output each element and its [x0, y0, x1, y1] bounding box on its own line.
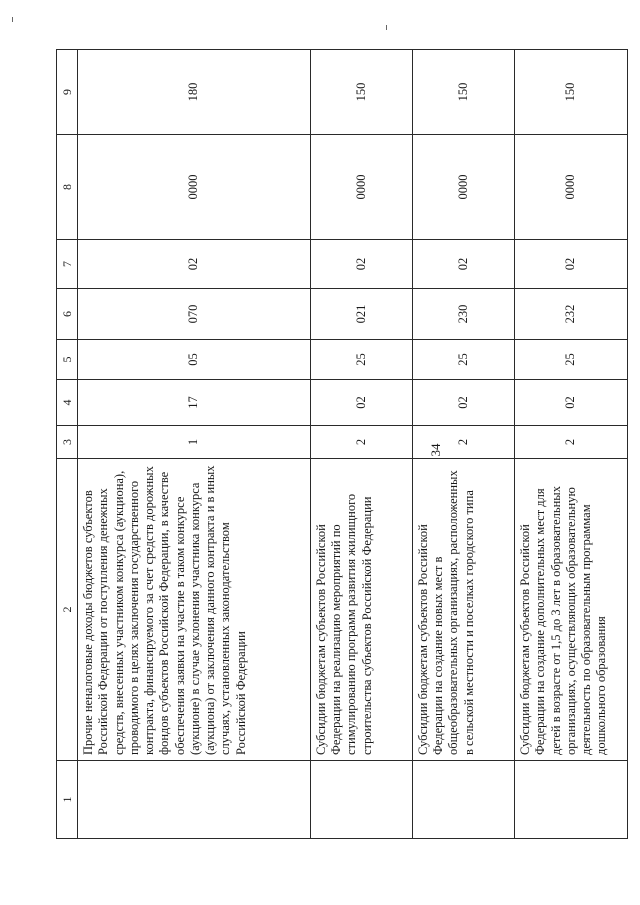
cell-description: Субсидии бюджетам субъектов Российской Федерации на реализацию мероприятий по стимулированию программ развития жилищного строительства субъектов Российской Федерации [310, 459, 412, 761]
cell-col3: 2 [515, 426, 628, 459]
cell-col7: 02 [310, 240, 412, 289]
cell-col7: 02 [412, 240, 514, 289]
cell-col7: 02 [515, 240, 628, 289]
cell-col6: 021 [310, 289, 412, 340]
col-header: 2 [57, 459, 78, 761]
table-row [310, 50, 412, 839]
cell-description: Прочие неналоговые доходы бюджетов субъектов Российской Федерации от поступления денежных средств, внесенных участником конкурса (аукциона), проводимого в целях заключения государственного контракта, финансируемого за счет средств дорожных фондов субъектов Российской Федерации, в качестве обеспечения заявки на участие в таком конкурсе (аукционе) в случае уклонения участника конкурса (аукциона) от заключения данного контракта и в иных случаях, установленных законодательством Российской Федерации [78, 459, 311, 761]
cell-col9: 150 [412, 50, 514, 135]
cell-col3: 2 [310, 426, 412, 459]
table-row [412, 50, 514, 839]
cell-col4: 02 [412, 380, 514, 426]
cell-col5: 25 [515, 340, 628, 380]
cell-col9: 150 [310, 50, 412, 135]
cell-col8: 0000 [412, 135, 514, 240]
cell-description: Субсидии бюджетам субъектов Российской Федерации на создание дополнительных мест для детей в возрасте от 1,5 до 3 лет в образовательных организациях, осуществляющих образовательную деятельность по образовательным программам дошкольного образования [515, 459, 628, 761]
col-header: 3 [57, 426, 78, 459]
cell-description: Субсидии бюджетам субъектов Российской Федерации на создание новых мест в общеобразовательных организациях, расположенных в сельской местности и поселках городского типа [412, 459, 514, 761]
cell-col6: 230 [412, 289, 514, 340]
cell-col5: 25 [412, 340, 514, 380]
cell-col9: 150 [515, 50, 628, 135]
col-header: 9 [57, 50, 78, 135]
cell-col6: 070 [78, 289, 311, 340]
cell-col7: 02 [78, 240, 311, 289]
cell-col1 [515, 761, 628, 839]
cell-col5: 25 [310, 340, 412, 380]
page-number: 34 [428, 443, 443, 457]
cell-col8: 0000 [515, 135, 628, 240]
scan-mark [386, 25, 387, 30]
cell-col4: 02 [515, 380, 628, 426]
cell-col8: 0000 [310, 135, 412, 240]
cell-col1 [310, 761, 412, 839]
budget-codes-table [56, 49, 628, 839]
col-header: 7 [57, 240, 78, 289]
cell-col5: 05 [78, 340, 311, 380]
table-row [515, 50, 628, 839]
col-header: 6 [57, 289, 78, 340]
cell-col6: 232 [515, 289, 628, 340]
scan-mark [12, 17, 13, 22]
cell-col1 [78, 761, 311, 839]
col-header: 1 [57, 761, 78, 839]
table-header-row [57, 50, 78, 839]
cell-col8: 0000 [78, 135, 311, 240]
col-header: 5 [57, 340, 78, 380]
col-header: 4 [57, 380, 78, 426]
table-row [78, 50, 311, 839]
cell-col1 [412, 761, 514, 839]
cell-col3: 1 [78, 426, 311, 459]
cell-col4: 02 [310, 380, 412, 426]
cell-col4: 17 [78, 380, 311, 426]
col-header: 8 [57, 135, 78, 240]
cell-col3: 2 [412, 426, 514, 459]
cell-col9: 180 [78, 50, 311, 135]
